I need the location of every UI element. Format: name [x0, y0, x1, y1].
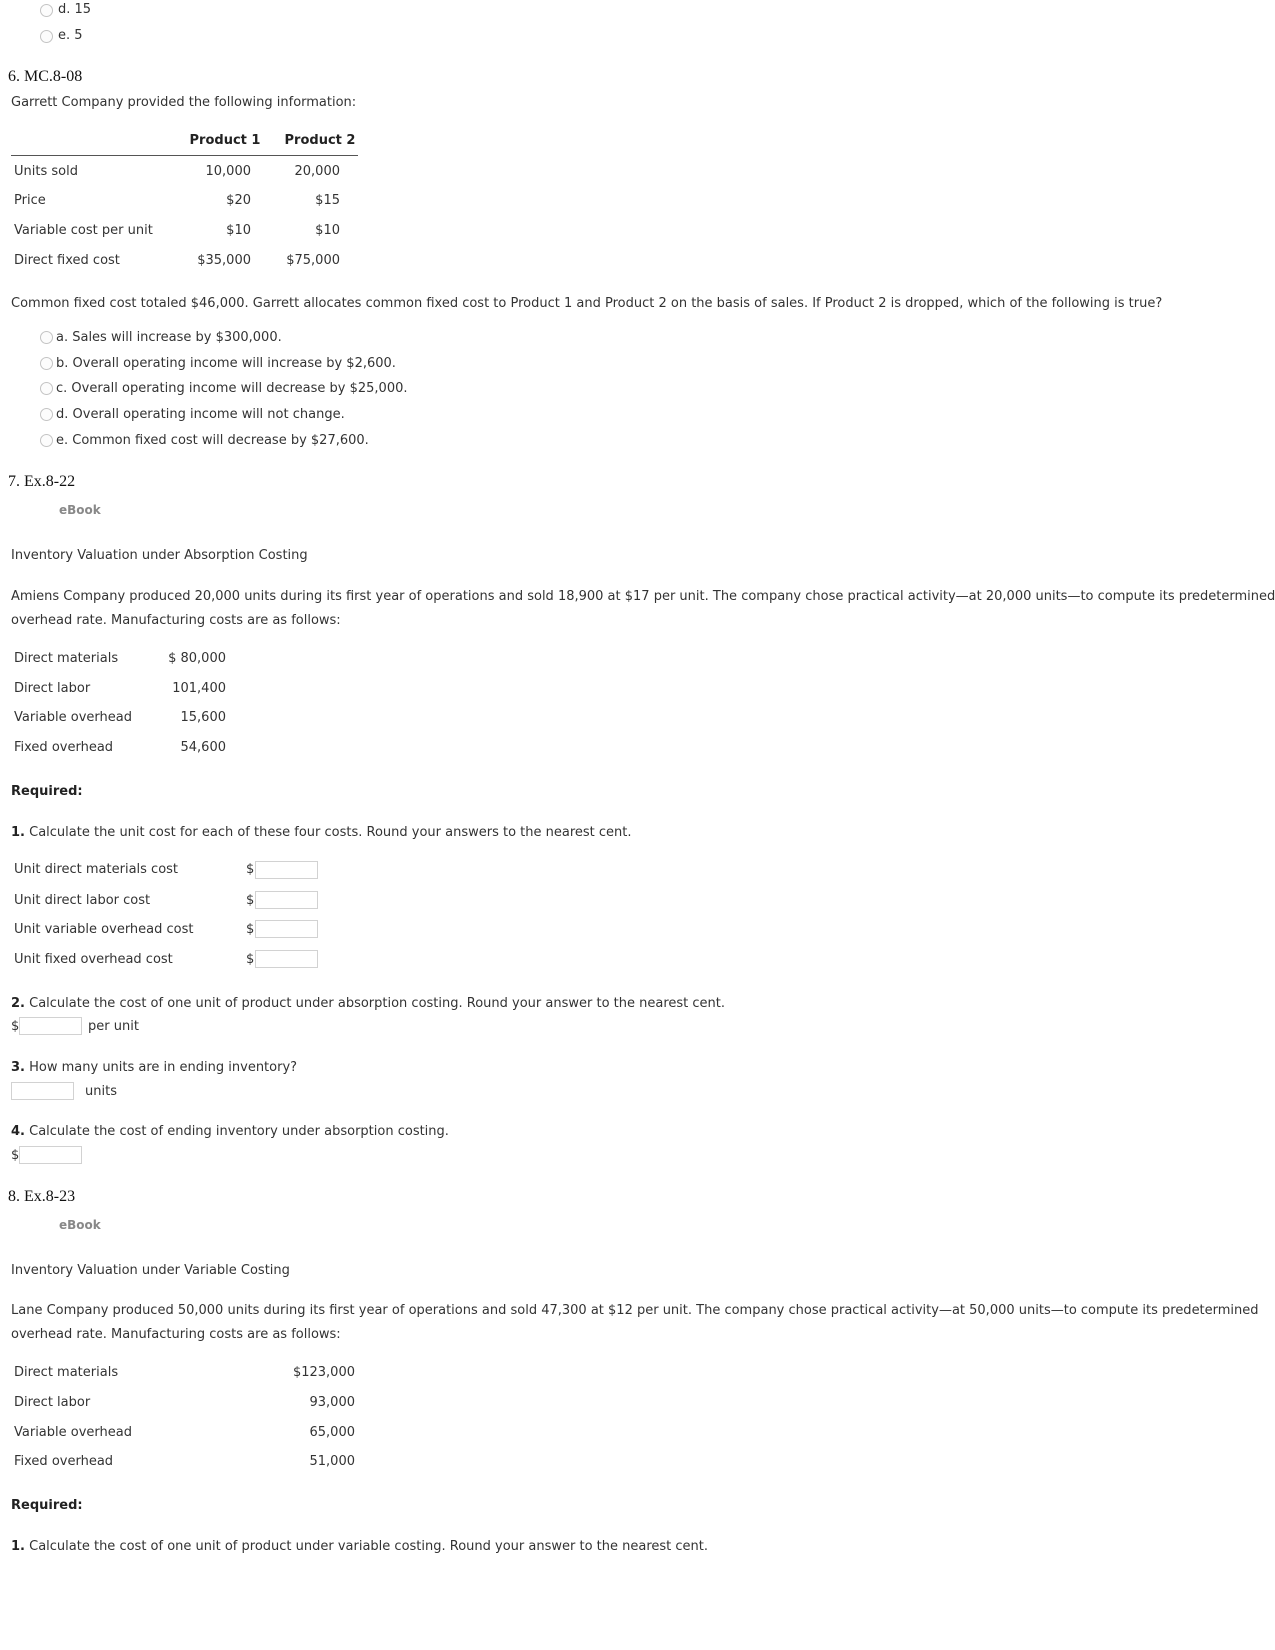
cost-label: Direct labor [14, 1395, 91, 1410]
table-cell-p1: $10 [226, 223, 251, 238]
question-8-title: Inventory Valuation under Variable Costing [11, 1263, 290, 1278]
requirement-3 [11, 1060, 297, 1075]
required-heading: Required: [11, 1498, 83, 1513]
cost-value: 101,400 [172, 681, 226, 696]
unit-cost-label: Unit variable overhead cost [14, 922, 194, 937]
answer-e-radio[interactable] [40, 434, 53, 447]
requirement-2-number: 2. [11, 996, 25, 1011]
table-header-product-1: Product 1 [189, 133, 261, 148]
cost-value: 54,600 [180, 740, 226, 755]
question-6-heading: 6. MC.8-08 [8, 68, 83, 85]
dollar-sign: $ [246, 922, 255, 937]
answer-e-label: e. Common fixed cost will decrease by $27,600. [56, 433, 369, 448]
unit-cost-label: Unit direct labor cost [14, 893, 151, 908]
ending-inventory-units-input[interactable] [11, 1082, 74, 1100]
cost-value: $123,000 [292, 1365, 355, 1380]
units-label: units [85, 1084, 117, 1099]
requirement-1-number: 1. [11, 825, 25, 840]
dollar-sign: $ [246, 893, 255, 908]
table-cell-p2: 20,000 [294, 164, 340, 179]
answer-b-label: b. Overall operating income will increase by $2,600. [56, 356, 396, 371]
table-cell-p2: $10 [315, 223, 340, 238]
answer-c-label: c. Overall operating income will decrease by $25,000. [56, 381, 408, 396]
cost-value: 15,600 [180, 710, 226, 725]
option-d-radio[interactable] [40, 4, 53, 17]
unit-direct-materials-cost-input[interactable] [255, 861, 318, 879]
requirement-4-number: 4. [11, 1124, 25, 1139]
cost-value: 51,000 [309, 1454, 355, 1469]
table-row-label: Price [14, 193, 46, 208]
requirement-1-text: Calculate the unit cost for each of these four costs. Round your answers to the nearest cent. [29, 825, 632, 840]
question-6-text: Common fixed cost totaled $46,000. Garrett allocates common fixed cost to Product 1 and Product 2 on the basis of sales. If Product 2 is dropped, which of the following is true? [11, 296, 1163, 311]
answer-a-radio[interactable] [40, 331, 53, 344]
required-heading: Required: [11, 784, 83, 799]
question-8-paragraph-line-1: Lane Company produced 50,000 units during its first year of operations and sold 47,300 at $12 per unit. The company chose practical activity—at 50,000 units—to compute its predetermined [11, 1303, 1259, 1318]
unit-fixed-overhead-cost-input[interactable] [255, 950, 318, 968]
cost-value: 93,000 [309, 1395, 355, 1410]
dollar-sign: $ [246, 952, 255, 967]
table-row-label: Variable cost per unit [14, 223, 153, 238]
table-cell-p2: $15 [315, 193, 340, 208]
table-row-label: Units sold [14, 164, 78, 179]
option-e-label: e. 5 [58, 28, 83, 43]
table-cell-p1: $35,000 [197, 253, 251, 268]
requirement-1-text: Calculate the cost of one unit of product under variable costing. Round your answer to the nearest cent. [29, 1539, 709, 1554]
requirement-1 [11, 1539, 708, 1554]
ebook-link[interactable]: eBook [59, 1218, 101, 1232]
table-header-product-2: Product 2 [284, 133, 356, 148]
answer-b-radio[interactable] [40, 357, 53, 370]
cost-label: Direct materials [14, 1365, 119, 1380]
table-cell-p2: $75,000 [286, 253, 340, 268]
question-8-heading: 8. Ex.8-23 [8, 1188, 76, 1205]
answer-c-radio[interactable] [40, 382, 53, 395]
answer-d-label: d. Overall operating income will not change. [56, 407, 345, 422]
cost-label: Variable overhead [14, 1425, 132, 1440]
question-7-paragraph-line-1: Amiens Company produced 20,000 units during its first year of operations and sold 18,900 at $17 per unit. The company chose practical activity—at 20,000 units—to compute its predetermined [11, 589, 1275, 604]
question-7-title: Inventory Valuation under Absorption Costing [11, 548, 308, 563]
table-header-rule [11, 155, 358, 156]
ending-inventory-cost-input[interactable] [19, 1146, 82, 1164]
cost-value: $ 80,000 [168, 651, 226, 666]
cost-value: 65,000 [309, 1425, 355, 1440]
question-7-heading: 7. Ex.8-22 [8, 473, 76, 490]
requirement-1-number: 1. [11, 1539, 25, 1554]
unit-cost-label: Unit fixed overhead cost [14, 952, 173, 967]
answer-d-radio[interactable] [40, 408, 53, 421]
requirement-4-text: Calculate the cost of ending inventory under absorption costing. [29, 1124, 449, 1139]
table-cell-p1: $20 [226, 193, 251, 208]
option-e-radio[interactable] [40, 30, 53, 43]
requirement-3-number: 3. [11, 1060, 25, 1075]
requirement-4 [11, 1124, 449, 1139]
cost-label: Variable overhead [14, 710, 132, 725]
table-cell-p1: 10,000 [205, 164, 251, 179]
requirement-2-text: Calculate the cost of one unit of product under absorption costing. Round your answer to the nearest cent. [29, 996, 726, 1011]
ebook-link[interactable]: eBook [59, 503, 101, 517]
answer-a-label: a. Sales will increase by $300,000. [56, 330, 282, 345]
unit-variable-overhead-cost-input[interactable] [255, 920, 318, 938]
table-row-label: Direct fixed cost [14, 253, 120, 268]
option-d-label: d. 15 [58, 2, 92, 17]
cost-label: Fixed overhead [14, 740, 114, 755]
question-8-paragraph-line-2: overhead rate. Manufacturing costs are as follows: [11, 1327, 341, 1342]
per-unit-label: per unit [88, 1019, 139, 1034]
unit-cost-label: Unit direct materials cost [14, 862, 179, 877]
requirement-2 [11, 996, 725, 1011]
cost-label: Direct labor [14, 681, 91, 696]
question-7-paragraph-line-2: overhead rate. Manufacturing costs are as follows: [11, 613, 341, 628]
cost-label: Fixed overhead [14, 1454, 114, 1469]
absorption-unit-cost-input[interactable] [19, 1017, 82, 1035]
cost-label: Direct materials [14, 651, 119, 666]
requirement-1 [11, 825, 632, 840]
unit-direct-labor-cost-input[interactable] [255, 891, 318, 909]
requirement-3-text: How many units are in ending inventory? [29, 1060, 298, 1075]
dollar-sign: $ [11, 1148, 20, 1163]
dollar-sign: $ [246, 862, 255, 877]
question-6-intro: Garrett Company provided the following information: [11, 95, 357, 110]
dollar-sign: $ [11, 1019, 20, 1034]
